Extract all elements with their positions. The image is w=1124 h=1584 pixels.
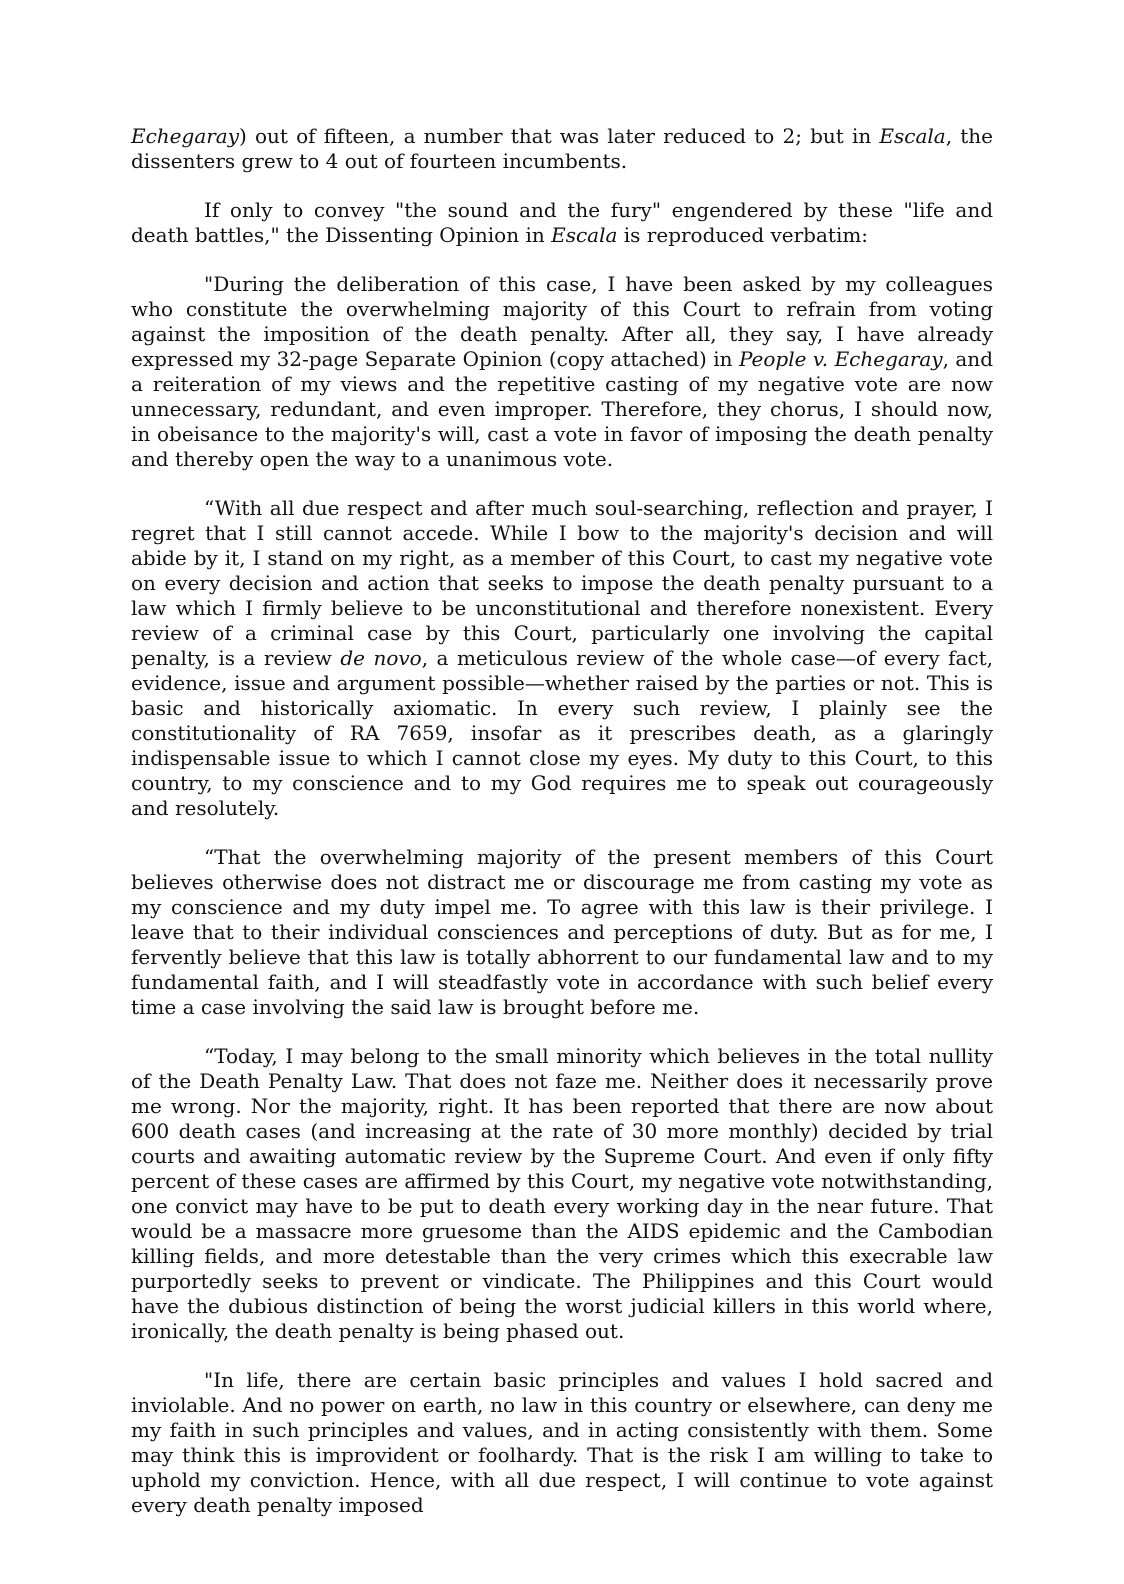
paragraph-3-text-3: , and a reiteration of my views and the repetitive casting of my negative vote are now unnecessary, redundant, and even improper. Therefore, they chorus, I should now, in obeisance to the majority's will, cast a vote in favor of imposing the death penalty and thereby open the way to a unanimous vote. xyxy=(131,347,993,471)
paragraph-2 xyxy=(131,198,993,248)
paragraph-7-text-1: "In life, there are certain basic principles and values I hold sacred and inviolable. And no power on earth, no law in this country or elsewhere, can deny me my faith in such principles and values, and in acting consistently with them. Some may think this is improvident or foolhardy. That is the risk I am willing to take to uphold my conviction. Hence, with all due respect, I will continue to vote against every death penalty imposed xyxy=(131,1368,993,1517)
paragraph-3 xyxy=(131,272,993,472)
paragraph-4-text-3: , a meticulous review of the whole case—of every fact, evidence, issue and argument possible—whether raised by the parties or not. This is basic and historically axiomatic. In every such review, I plainly see the constitutionality of RA 7659, insofar as it prescribes death, as a glaringly indispensable issue to which I cannot close my eyes. My duty to this Court, to this country, to my conscience and to my God requires me to speak out courageously and resolutely. xyxy=(131,646,994,820)
paragraph-1 xyxy=(131,124,993,174)
paragraph-5-text-1: “That the overwhelming majority of the present members of this Court believes otherwise does not distract me or discourage me from casting my vote as my conscience and my duty impel me. To agree with this law is their privilege. I leave that to their individual consciences and perceptions of duty. But as for me, I fervently believe that this law is totally abhorrent to our fundamental law and to my fundamental faith, and I will steadfastly vote in accordance with such belief every time a case involving the said law is brought before me. xyxy=(131,845,993,1019)
paragraph-1-text-1: Echegaray xyxy=(131,124,240,148)
document-page xyxy=(131,124,993,1518)
paragraph-4 xyxy=(131,496,993,821)
paragraph-1-text-2: ) out of fifteen, a number that was later reduced to 2; but in xyxy=(239,124,880,148)
paragraph-4-text-2: de novo xyxy=(340,646,422,670)
paragraph-7 xyxy=(131,1368,993,1518)
paragraph-6-text-1: “Today, I may belong to the small minority which believes in the total nullity of the Death Penalty Law. That does not faze me. Neither does it necessarily prove me wrong. Nor the majority, right. It has been reported that there are now about 600 death cases (and increasing at the rate of 30 more monthly) decided by trial courts and awaiting automatic review by the Supreme Court. And even if only fifty percent of these cases are affirmed by this Court, my negative vote notwithstanding, one convict may have to be put to death every working day in the near future. That would be a massacre more gruesome than the AIDS epidemic and the Cambodian killing fields, and more detestable than the very crimes which this execrable law purportedly seeks to prevent or vindicate. The Philippines and this Court would have the dubious distinction of being the worst judicial killers in this world where, ironically, the death penalty is being phased out. xyxy=(131,1044,993,1343)
paragraph-2-text-2: Escala xyxy=(551,223,618,247)
paragraph-2-text-3: is reproduced verbatim: xyxy=(617,223,869,247)
paragraph-3-text-2: People v. Echegaray xyxy=(738,347,943,371)
paragraph-4-text-1: “With all due respect and after much soul-searching, reflection and prayer, I regret that I still cannot accede. While I bow to the majority's decision and will abide by it, I stand on my right, as a member of this Court, to cast my negative vote on every decision and action that seeks to impose the death penalty pursuant to a law which I firmly believe to be unconstitutional and therefore nonexistent. Every review of a criminal case by this Court, particularly one involving the capital penalty, is a review xyxy=(131,496,993,670)
paragraph-6 xyxy=(131,1044,993,1344)
paragraph-5 xyxy=(131,845,993,1020)
paragraph-2-text-1: If only to convey "the sound and the fury" engendered by these "life and death battles," the Dissenting Opinion in xyxy=(131,198,993,247)
paragraph-1-text-3: Escala xyxy=(879,124,946,148)
paragraph-1-text-4: , the dissenters grew to 4 out of fourteen incumbents. xyxy=(131,124,994,173)
paragraph-3-text-1: "During the deliberation of this case, I have been asked by my colleagues who constitute the overwhelming majority of this Court to refrain from voting against the imposition of the death penalty. After all, they say, I have already expressed my 32-page Separate Opinion (copy attached) in xyxy=(131,272,993,371)
